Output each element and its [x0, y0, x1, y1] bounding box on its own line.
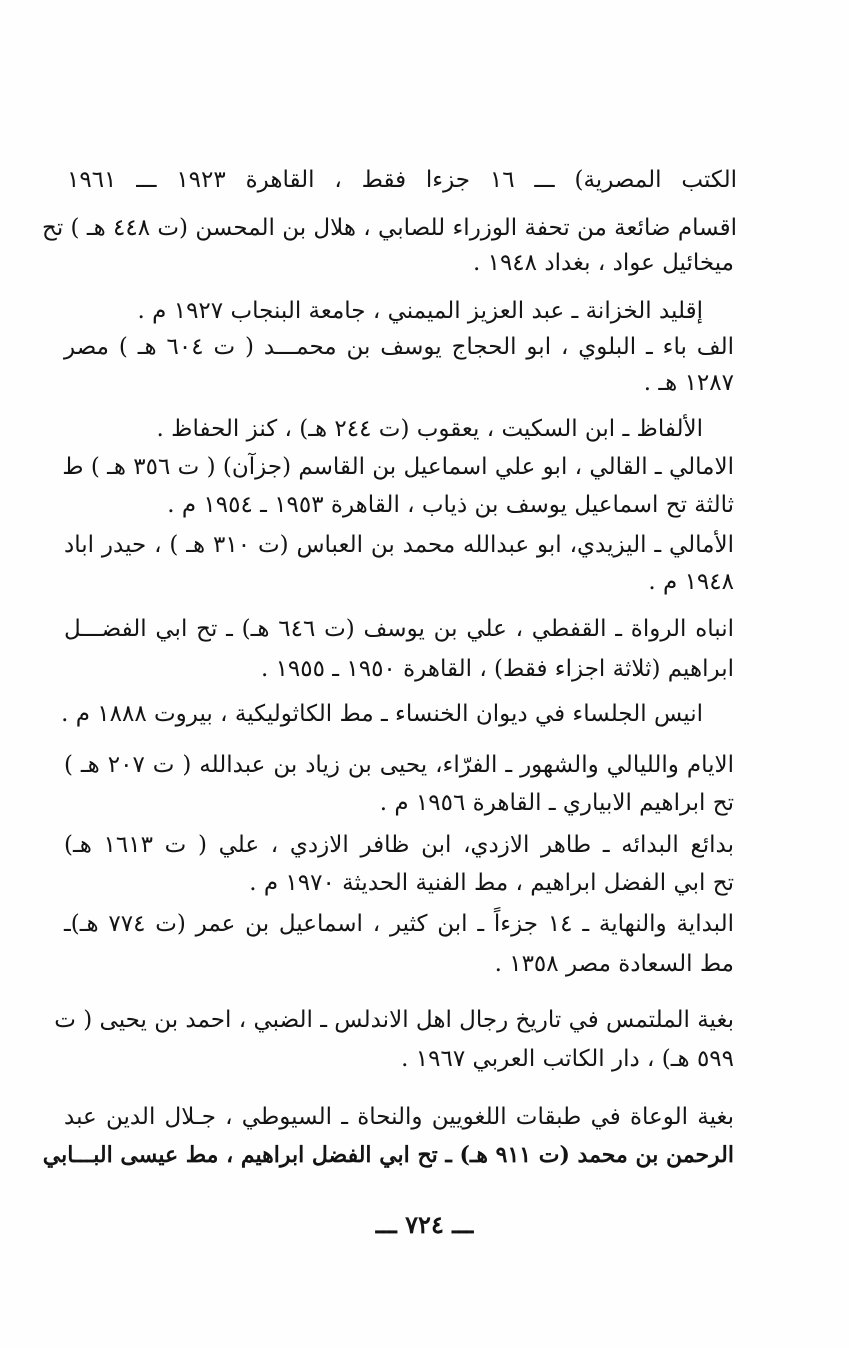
text-line: الرحمن بن محمد (ت ٩١١ هـ) ـ تح ابي الفضل ابراهيم ، مط عيسى البـــابي: [42, 1142, 734, 1168]
text-line: الف باء ـ البلوي ، ابو الحجاج يوسف بن محمـــد ( ت ٦٠٤ هـ ) مصر: [64, 334, 734, 360]
page-number: ـــ ٧٢٤ ـــ: [375, 1210, 474, 1239]
text-line: انباه الرواة ـ القفطي ، علي بن يوسف (ت ٦٤٦ هـ) ـ تح ابي الفضـــل: [64, 616, 734, 642]
text-line: ١٩٤٨ م .: [648, 569, 734, 595]
text-line: إقليد الخزانة ـ عبد العزيز الميمني ، جامعة البنجاب ١٩٢٧ م .: [137, 298, 703, 324]
text-line: بدائع البدائه ـ طاهر الازدي، ابن ظافر الازدي ، علي ( ت ١٦١٣ هـ): [64, 832, 735, 858]
text-line: الأمالي ـ اليزيدي، ابو عبدالله محمد بن العباس (ت ٣١٠ هـ ) ، حيدر اباد: [64, 532, 734, 558]
text-line: ثالثة تح اسماعيل يوسف بن ذياب ، القاهرة ١٩٥٣ ـ ١٩٥٤ م .: [167, 492, 734, 518]
text-line: اقسام ضائعة من تحفة الوزراء للصابي ، هلال بن المحسن (ت ٤٤٨ هـ ) تح: [41, 215, 737, 241]
text-line: ابراهيم (ثلاثة اجزاء فقط) ، القاهرة ١٩٥٠ ـ ١٩٥٥ .: [260, 656, 734, 682]
text-line: الايام والليالي والشهور ـ الفرّاء، يحيى بن زياد بن عبدالله ( ت ٢٠٧ هـ ): [64, 752, 734, 778]
text-line: مط السعادة مصر ١٣٥٨ .: [494, 951, 734, 977]
text-line: البداية والنهاية ـ ١٤ جزءاً ـ ابن كثير ، اسماعيل بن عمر (ت ٧٧٤ هـ)ـ: [64, 911, 734, 937]
text-line: بغية الوعاة في طبقات اللغويين والنحاة ـ السيوطي ، جـلال الدين عبد: [64, 1104, 734, 1130]
text-line: الامالي ـ القالي ، ابو علي اسماعيل بن القاسم (جزآن) ( ت ٣٥٦ هـ ) ط: [62, 454, 734, 480]
text-line: انيس الجلساء في ديوان الخنساء ـ مط الكاثوليكية ، بيروت ١٨٨٨ م .: [61, 701, 703, 727]
text-line: الكتب المصرية) ـــ ١٦ جزءا فقط ، القاهرة ١٩٢٣ ـــ ١٩٦١: [67, 167, 737, 193]
text-line: الألفاظ ـ ابن السكيت ، يعقوب (ت ٢٤٤ هـ) ، كنز الحفاظ .: [156, 416, 703, 442]
text-line: ٥٩٩ هـ) ، دار الكاتب العربي ١٩٦٧ .: [401, 1046, 734, 1072]
text-line: تح ابي الفضل ابراهيم ، مط الفنية الحديثة ١٩٧٠ م .: [249, 870, 734, 896]
text-line: ميخائيل عواد ، بغداد ١٩٤٨ .: [472, 250, 734, 276]
text-line: بغية الملتمس في تاريخ رجال اهل الاندلس ـ الضبي ، احمد بن يحيى ( ت: [54, 1007, 734, 1033]
text-line: ١٢٨٧ هـ .: [643, 370, 734, 396]
text-line: تح ابراهيم الابياري ـ القاهرة ١٩٥٦ م .: [379, 790, 734, 816]
